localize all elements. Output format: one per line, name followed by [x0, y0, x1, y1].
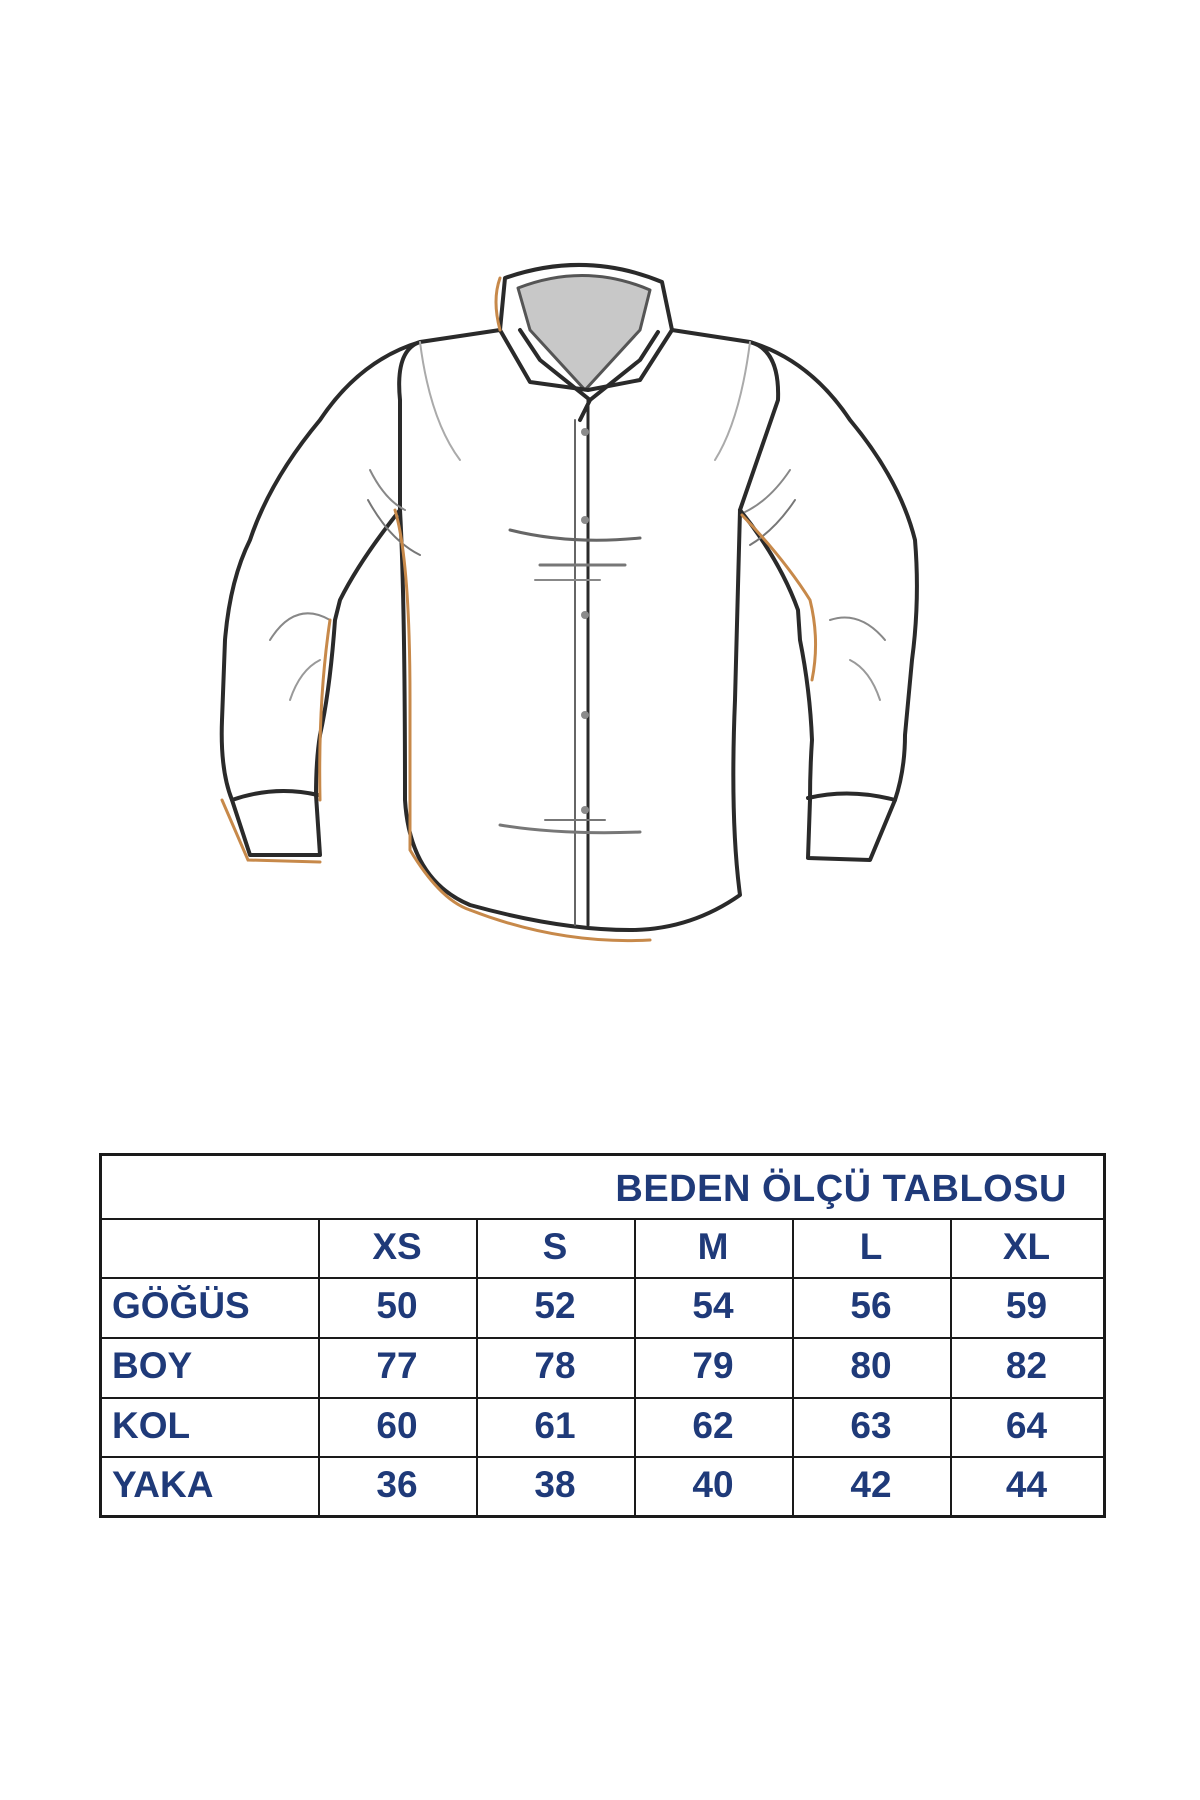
row-label-gogus: GÖĞÜS [112, 1285, 250, 1326]
table-cell: 80 [850, 1345, 892, 1386]
table-cell: 62 [692, 1405, 734, 1446]
table-cell: 61 [534, 1405, 576, 1446]
collar-inner [518, 275, 650, 390]
table-cell: 36 [376, 1464, 418, 1505]
table-cell: 60 [376, 1405, 418, 1446]
table-title-row [102, 1156, 1103, 1220]
size-header-l: L [859, 1226, 883, 1267]
table-cell: 82 [1005, 1345, 1048, 1386]
measure-lines [222, 278, 816, 941]
table-cell: 40 [692, 1464, 734, 1505]
table-cell: 38 [534, 1464, 576, 1505]
table-cell: 59 [1005, 1285, 1048, 1326]
row-label-yaka: YAKA [112, 1464, 214, 1505]
table-cell: 77 [376, 1345, 418, 1386]
size-header-s: S [542, 1226, 568, 1267]
table-grid [102, 1218, 1103, 1515]
table-cell: 78 [534, 1345, 576, 1386]
table-cell: 44 [1005, 1464, 1048, 1505]
table-cell: 79 [692, 1345, 734, 1386]
table-cell: 63 [850, 1405, 892, 1446]
size-header-m: M [697, 1226, 729, 1267]
table-cell: 54 [692, 1285, 734, 1326]
row-label-kol: KOL [112, 1405, 191, 1446]
table-title: BEDEN ÖLÇÜ TABLOSU [615, 1168, 1067, 1210]
size-chart-table [99, 1153, 1106, 1518]
table-cell: 64 [1005, 1405, 1048, 1446]
row-label-boy: BOY [112, 1345, 193, 1386]
table-cell: 56 [850, 1285, 892, 1326]
table-cell: 50 [376, 1285, 418, 1326]
size-header-xs: XS [372, 1226, 422, 1267]
header-blank [102, 1218, 318, 1277]
table-cell: 42 [850, 1464, 892, 1505]
table-cell: 52 [534, 1285, 576, 1326]
right-sleeve [740, 342, 917, 860]
size-header-xl: XL [1002, 1226, 1051, 1267]
